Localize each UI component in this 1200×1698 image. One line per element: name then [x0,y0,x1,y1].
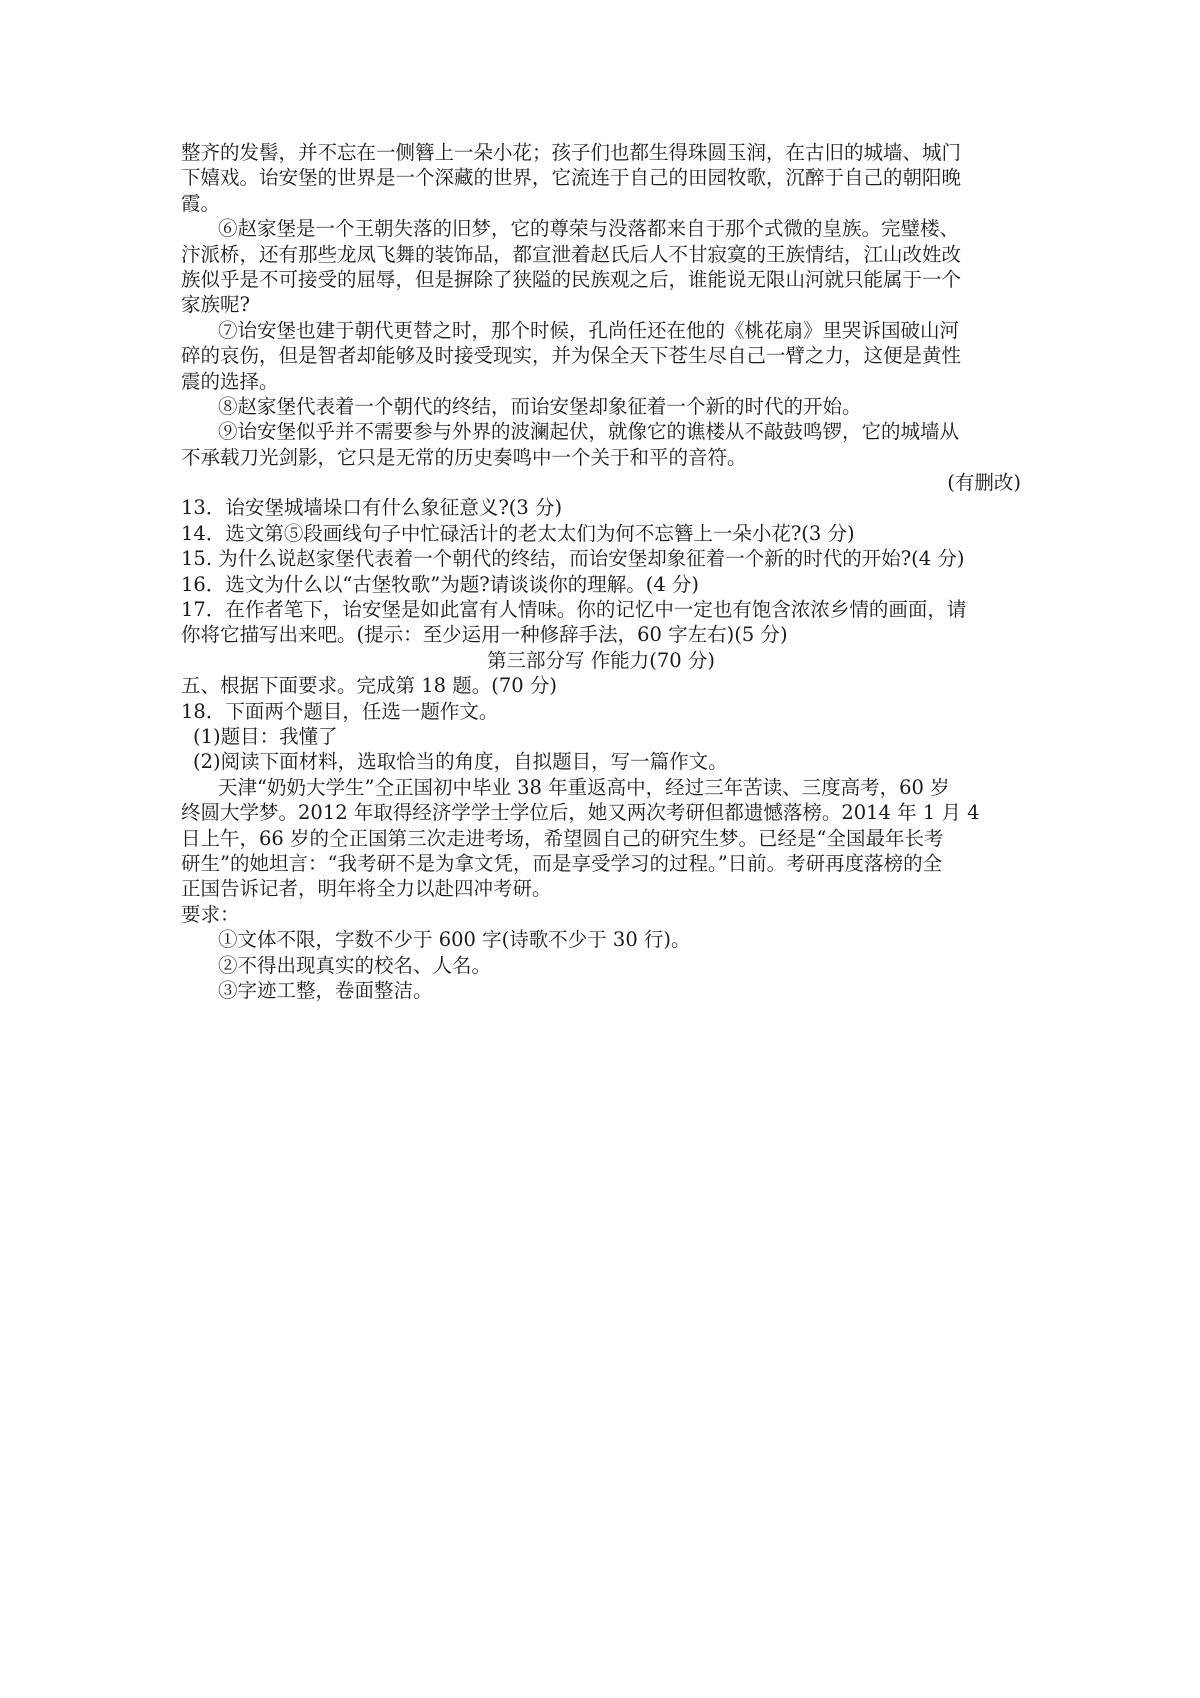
material-line: 研生”的她坦言：“我考研不是为拿文凭，而是享受学习的过程。”日前。考研再度落榜的全 [181,851,943,875]
material-line: 正国告诉记者，明年将全力以赴四冲考研。 [181,877,552,901]
exam-page [181,140,1021,1003]
paragraph-5-line: 整齐的发髻，并不忘在一侧簪上一朵小花；孩子们也都生得珠圆玉润，在古旧的城墙、城门 [181,141,962,164]
question-17-line: 你将它描写出来吧。(提示：至少运用一种修辞手法，60 字左右)(5 分) [181,623,788,647]
paragraph-6-line: 汴派桥，还有那些龙凤飞舞的装饰品，都宣泄着赵氏后人不甘寂寞的王族情结，江山改姓改 [181,242,962,266]
material-line: 天津“奶奶大学生”仝正国初中毕业 38 年重返高中，经过三年苦读、三度高考，60 岁 [218,775,950,799]
question-17-line: 17．在作者笔下，诒安堡是如此富有人情味。你的记忆中一定也有饱含浓浓乡情的画面，请 [181,598,967,622]
question-18: 18．下面两个题目，任选一题作文。 [181,699,499,723]
paragraph-6-line: 族似乎是不可接受的屈辱，但是摒除了狭隘的民族观之后，谁能说无限山河就只能属于一个 [181,267,962,291]
paragraph-7-line: 碎的哀伤，但是智者却能够及时接受现实，并为保全天下苍生尽自己一臂之力，这便是黄性 [181,344,962,368]
material-line: 终圆大学梦。2012 年取得经济学学士学位后，她又两次考研但都遗憾落榜。2014 年 1 月 4 [181,801,980,825]
paragraph-9-line: ⑨诒安堡似乎并不需要参与外界的波澜起伏，就像它的谯楼从不敲鼓鸣锣，它的城墙从 [218,420,960,444]
questions [181,495,1021,647]
paragraph-7-line: ⑦诒安堡也建于朝代更替之时，那个时候，孔尚任还在他的《桃花扇》里哭诉国破山河 [218,318,960,342]
paragraph-8: ⑧赵家堡代表着一个朝代的终结，而诒安堡却象征着一个新的时代的开始。 [218,394,862,418]
requirements-label: 要求： [181,902,240,926]
paragraph-6-line: 家族呢? [181,293,250,317]
passage [181,140,1021,495]
paragraph-9-line: 不承载刀光剑影，它只是无常的历史奏鸣中一个关于和平的音符。 [181,445,747,469]
requirement-item: ③字迹工整，卷面整洁。 [218,978,433,1002]
question-16: 16．选文为什么以“古堡牧歌”为题?请谈谈你的理解。(4 分) [181,572,700,596]
source-note: (有删改) [947,471,1021,495]
essay-option-2: (2)阅读下面材料，选取恰当的角度，自拟题目，写一篇作文。 [193,750,728,774]
paragraph-5-line: 下嬉戏。诒安堡的世界是一个深藏的世界，它流连于自己的田园牧歌，沉醉于自己的朝阳晚 [181,166,962,190]
paragraph-6-line: ⑥赵家堡是一个王朝失落的旧梦，它的尊荣与没落都来自于那个式微的皇族。完璧楼、 [218,217,960,241]
part-3-heading: 第三部分写 作能力(70 分) [487,648,715,672]
requirement-item: ②不得出现真实的校名、人名。 [218,953,492,977]
requirement-item: ①文体不限，字数不少于 600 字(诗歌不少于 30 行)。 [218,928,691,952]
question-15: 15. 为什么说赵家堡代表着一个朝代的终结，而诒安堡却象征着一个新的时代的开始?(4 分) [181,547,965,571]
paragraph-7-line: 震的选择。 [181,369,279,393]
paragraph-5-line: 霞。 [181,191,221,215]
material-line: 日上午，66 岁的仝正国第三次走进考场，希望圆自己的研究生梦。已经是“全国最年长考 [181,826,944,850]
essay-option-1: (1)题目：我懂了 [193,724,338,748]
question-13: 13．诒安堡城墙垛口有什么象征意义?(3 分) [181,496,563,520]
question-14: 14．选文第⑤段画线句子中忙碌活计的老太太们为何不忘簪上一朵小花?(3 分) [181,521,855,545]
section-5-heading: 五、根据下面要求。完成第 18 题。(70 分) [181,674,557,698]
part-3 [181,648,1021,1003]
